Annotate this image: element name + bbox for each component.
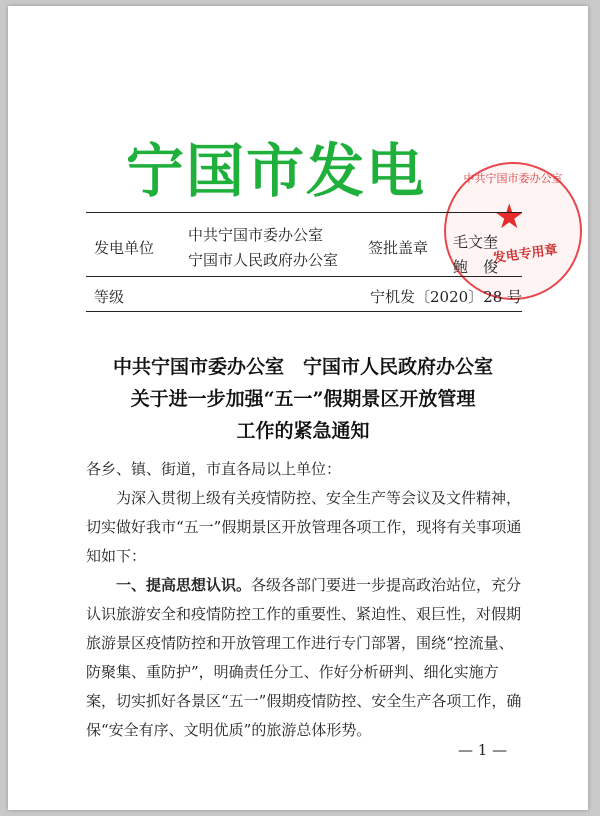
section-1-text: 各级各部门要进一步提高政治站位，充分认识旅游安全和疫情防控工作的重要性、紧迫性、艰巨性，对假期旅游景区疫情防控和开放管理工作进行专门部署，围绕“控流量、防聚集、重防护”，明确责任分工、作好分析研判、细化实施方案，切实抓好各景区“五一”假期疫情防控、安全生产各项工作，确保“安全有序、文明优质”的旅游总体形势。 <box>86 576 522 739</box>
document-body <box>86 455 526 745</box>
section-1-paragraph <box>86 571 526 745</box>
title-line-2: 关于进一步加强“五一”假期景区开放管理 <box>130 388 476 410</box>
star-icon: ★ <box>494 197 525 237</box>
title-line-3: 工作的紧急通知 <box>236 420 370 442</box>
document-banner: 宁国市发电 <box>126 137 427 205</box>
doc-number: 宁机发〔2020〕28 号 <box>370 288 523 306</box>
sender-1: 中共宁国市委办公室 <box>188 226 324 244</box>
page-number: — 1 — <box>458 741 508 759</box>
document-title <box>68 351 538 447</box>
sender-2: 宁国市人民政府办公室 <box>188 251 339 269</box>
level-label: 等级 <box>94 288 125 306</box>
header-bottom-rule <box>86 311 522 312</box>
document-page <box>8 6 588 810</box>
seal-text: 发电专用章 <box>492 242 559 267</box>
approver-names <box>453 230 498 280</box>
header-top-rule <box>86 212 522 213</box>
sender-label: 发电单位 <box>94 239 155 257</box>
approver-label: 签批盖章 <box>368 239 429 257</box>
intro-paragraph: 为深入贯彻上级有关疫情防控、安全生产等会议及文件精神，切实做好我市“五一”假期景区开放管理各项工作，现将有关事项通知如下： <box>86 489 522 565</box>
title-line-1: 中共宁国市委办公室 宁国市人民政府办公室 <box>112 356 493 378</box>
salutation: 各乡、镇、街道，市直各局以上单位： <box>86 460 342 478</box>
approver-1: 毛文奎 <box>453 233 499 251</box>
approver-2: 鲍 俊 <box>453 258 499 276</box>
header-middle-rule <box>86 276 522 277</box>
section-1-heading: 一、提高思想认识。 <box>116 576 252 594</box>
seal-arc-text: 中共宁国市委办公室 <box>463 172 563 185</box>
